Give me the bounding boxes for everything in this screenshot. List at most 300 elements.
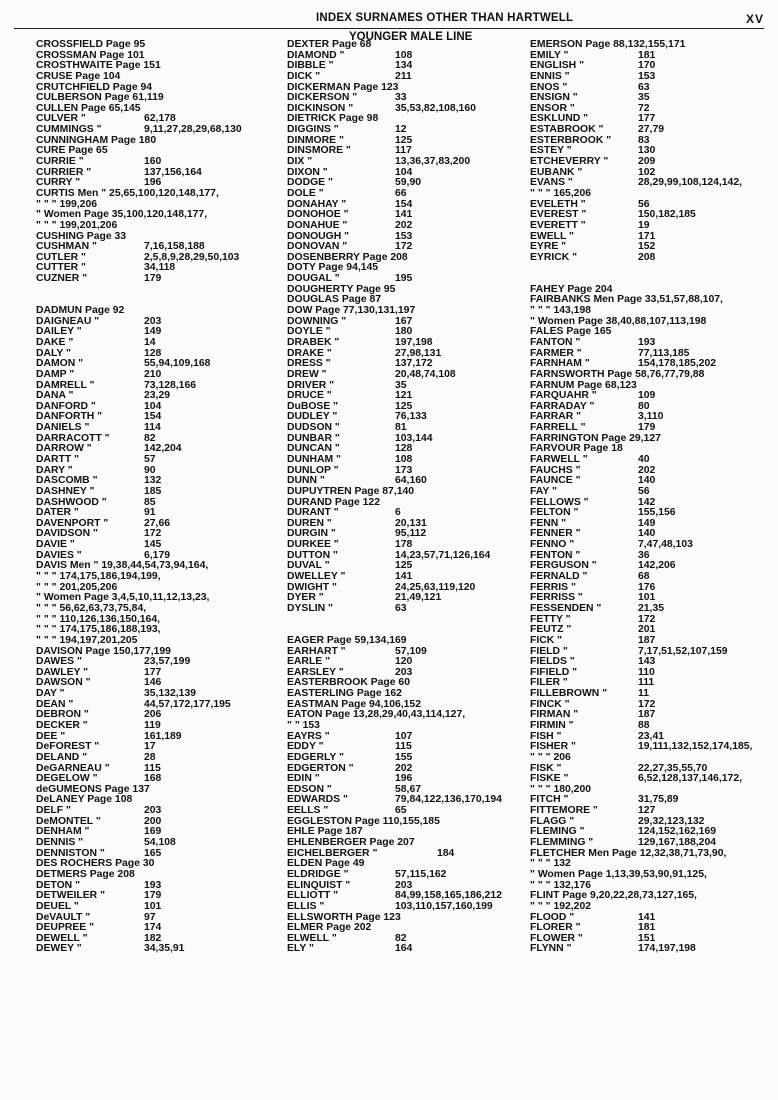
surname: CUSHMAN " bbox=[36, 241, 97, 253]
index-entry bbox=[287, 870, 547, 881]
page-references: 55,94,109,168 bbox=[144, 358, 211, 370]
surname: FIFIELD " bbox=[530, 666, 578, 678]
surname: DUNLOP " bbox=[287, 464, 339, 476]
surname: EVERETT " bbox=[530, 219, 586, 231]
surname: ESTERBROOK " bbox=[530, 134, 612, 146]
index-entry-text: CURE Page 65 bbox=[36, 145, 108, 157]
surname: DuBOSE " bbox=[287, 400, 339, 412]
surname: ESKLUND " bbox=[530, 113, 589, 125]
page-references: 161,189 bbox=[144, 730, 182, 742]
page-references: 180 bbox=[395, 326, 413, 338]
page-references: 80 bbox=[638, 400, 650, 412]
page-references: 2,5,8,9,28,29,50,103 bbox=[144, 251, 240, 263]
page-references: 17 bbox=[144, 741, 156, 753]
page-references: 83 bbox=[638, 134, 650, 146]
surname: CURRIE " bbox=[36, 156, 84, 168]
page-references: 62,178 bbox=[144, 113, 176, 125]
page-references: 146 bbox=[144, 677, 162, 689]
surname: DRUCE " bbox=[287, 390, 332, 402]
page-references: 173 bbox=[395, 464, 413, 476]
page-references: 117 bbox=[395, 145, 412, 157]
page-references: 119 bbox=[144, 720, 161, 731]
surname: ELDRIDGE " bbox=[287, 868, 349, 880]
surname: FANTON " bbox=[530, 336, 581, 348]
index-entry-text: " " " 194,197,201,205 bbox=[36, 634, 138, 646]
surname: DIGGINS " bbox=[287, 124, 339, 136]
surname: FIELDS " bbox=[530, 656, 575, 668]
page-references: 88 bbox=[638, 720, 650, 731]
surname: ELLIS " bbox=[287, 900, 325, 912]
page-references: 91 bbox=[144, 507, 156, 519]
surname: DAWLEY " bbox=[36, 666, 89, 678]
page-references: 108 bbox=[395, 453, 413, 465]
index-entry bbox=[287, 934, 547, 945]
surname: DOYLE " bbox=[287, 326, 331, 338]
surname: FINCK " bbox=[530, 698, 570, 710]
surname: FERGUSON " bbox=[530, 560, 597, 572]
surname: CUTTER " bbox=[36, 262, 86, 274]
page-references: 141 bbox=[395, 209, 413, 221]
surname: DAY " bbox=[36, 688, 65, 700]
index-entry-text: " " " 132 bbox=[530, 858, 571, 870]
page-references: 197,198 bbox=[395, 336, 433, 348]
page-references: 137,156,164 bbox=[144, 166, 202, 178]
page-references: 211 bbox=[395, 70, 412, 82]
index-entry-text: ELDEN Page 49 bbox=[287, 858, 365, 870]
page-references: 79,84,122,136,170,194 bbox=[395, 794, 502, 806]
surname: FLEMING " bbox=[530, 826, 585, 838]
page-references: 102 bbox=[638, 166, 656, 178]
page-references: 28 bbox=[144, 751, 156, 763]
surname: EDDY " bbox=[287, 741, 324, 753]
page-references: 63 bbox=[638, 81, 650, 93]
surname: EICHELBERGER " bbox=[287, 847, 378, 859]
section-gap bbox=[36, 285, 296, 296]
index-entry bbox=[287, 764, 547, 775]
page-references: 44,57,172,177,195 bbox=[144, 698, 231, 710]
index-entry bbox=[36, 944, 296, 955]
surname: DASCOMB " bbox=[36, 475, 98, 487]
index-entry bbox=[287, 710, 547, 721]
index-entry-text: CRUTCHFIELD Page 94 bbox=[36, 81, 153, 93]
index-entry-text: ELLSWORTH Page 123 bbox=[287, 911, 401, 923]
surname: DAKE " bbox=[36, 336, 74, 348]
surname: DUNHAM " bbox=[287, 453, 341, 465]
index-entry-text: FAHEY Page 204 bbox=[530, 283, 613, 295]
page-references: 57 bbox=[144, 453, 156, 465]
page-references: 35 bbox=[395, 379, 407, 391]
page-references: 73,128,166 bbox=[144, 379, 197, 391]
index-entry-text: " Women Page 3,4,5,10,11,12,13,23, bbox=[36, 592, 210, 604]
surname: DOWNING " bbox=[287, 315, 347, 327]
index-entry-text: DEXTER Page 68 bbox=[287, 39, 372, 50]
page-references: 27,98,131 bbox=[395, 347, 442, 359]
surname: FLOWER " bbox=[530, 932, 583, 944]
surname: FIELD " bbox=[530, 645, 568, 657]
page-references: 149 bbox=[638, 517, 656, 529]
page-references: 65 bbox=[395, 805, 407, 817]
page-references: 200 bbox=[144, 815, 162, 827]
page-references: 27,66 bbox=[144, 517, 171, 529]
surname: DARROW " bbox=[36, 443, 92, 455]
page-references: 155,156 bbox=[638, 507, 676, 519]
surname: FEUTZ " bbox=[530, 624, 572, 636]
page-references: 145 bbox=[144, 539, 162, 551]
page-references: 155 bbox=[395, 751, 413, 763]
surname: DODGE " bbox=[287, 177, 333, 189]
page-references: 154,178,185,202 bbox=[638, 358, 717, 370]
page-references: 134 bbox=[395, 60, 413, 72]
page-references: 177 bbox=[638, 113, 656, 125]
index-entry-text: EHLE Page 187 bbox=[287, 826, 363, 838]
page-references: 202 bbox=[395, 762, 413, 774]
surname: DANFORD " bbox=[36, 400, 96, 412]
index-entry bbox=[287, 189, 547, 200]
index-entry-text: FLETCHER Men Page 12,32,38,71,73,90, bbox=[530, 847, 727, 859]
surname: DENNISTON " bbox=[36, 847, 105, 859]
surname: FENNO " bbox=[530, 539, 575, 551]
page-references: 172 bbox=[638, 613, 656, 625]
surname: EELLS " bbox=[287, 805, 329, 817]
index-entry bbox=[287, 221, 547, 232]
index-entry bbox=[287, 370, 547, 381]
surname: EDGERTON " bbox=[287, 762, 354, 774]
page-references: 24,25,63,119,120 bbox=[395, 581, 476, 593]
page-references: 141 bbox=[395, 571, 413, 583]
page-number: XV bbox=[745, 12, 764, 26]
page-references: 121 bbox=[395, 390, 413, 402]
index-column-2 bbox=[287, 40, 547, 955]
page-references: 176 bbox=[638, 581, 656, 593]
surname: DURKEE " bbox=[287, 539, 339, 551]
surname: FENTON " bbox=[530, 549, 581, 561]
page-references: 95,112 bbox=[395, 528, 427, 540]
index-entry bbox=[530, 870, 778, 881]
page-references: 179 bbox=[144, 890, 162, 902]
surname: DICKINSON " bbox=[287, 102, 354, 114]
surname: DINMORE " bbox=[287, 134, 344, 146]
page-references: 141 bbox=[638, 911, 656, 923]
surname: DEWEY " bbox=[36, 943, 82, 955]
index-entry bbox=[530, 753, 778, 764]
page-references: 109 bbox=[638, 390, 656, 402]
index-entry-text: EHLENBERGER Page 207 bbox=[287, 837, 415, 849]
surname: ELY " bbox=[287, 943, 314, 955]
surname: DICKERSON " bbox=[287, 92, 358, 104]
page-references: 152 bbox=[638, 241, 656, 253]
surname: DUDSON " bbox=[287, 422, 340, 434]
surname: DeFOREST " bbox=[36, 741, 100, 753]
surname: DONAHAY " bbox=[287, 198, 347, 210]
page-references: 202 bbox=[395, 219, 413, 231]
surname: DURANT " bbox=[287, 507, 339, 519]
page-references: 34,35,91 bbox=[144, 943, 185, 955]
surname: DINSMORE " bbox=[287, 145, 351, 157]
index-entry-text: EAGER Page 59,134,169 bbox=[287, 634, 407, 646]
surname: EARSLEY " bbox=[287, 666, 344, 678]
page-references: 172 bbox=[144, 528, 162, 540]
page-references: 172 bbox=[395, 241, 413, 253]
page-references: 6 bbox=[395, 507, 401, 519]
surname: EYRE " bbox=[530, 241, 567, 253]
index-column-3 bbox=[530, 40, 778, 955]
page-references: 6,52,128,137,146,172, bbox=[638, 773, 743, 785]
page-references: 114 bbox=[144, 422, 161, 434]
page-references: 34,118 bbox=[144, 262, 176, 274]
surname: EDIN " bbox=[287, 773, 320, 785]
surname: DRESS " bbox=[287, 358, 331, 370]
page-references: 101 bbox=[638, 592, 656, 604]
index-entry-text: DOSENBERRY Page 208 bbox=[287, 251, 408, 263]
surname: DANFORTH " bbox=[36, 411, 103, 423]
page-references: 187 bbox=[638, 709, 656, 721]
page-references: 23,57,199 bbox=[144, 656, 191, 668]
index-entry bbox=[287, 338, 547, 349]
surname: CURRY " bbox=[36, 177, 81, 189]
surname: DeGARNEAU " bbox=[36, 762, 110, 774]
index-entry bbox=[287, 72, 547, 83]
page-references: 149 bbox=[144, 326, 162, 338]
page-references: 57,109 bbox=[395, 645, 427, 657]
page-references: 153 bbox=[395, 230, 413, 242]
page-references: 77,113,185 bbox=[638, 347, 690, 359]
surname: DAVIES " bbox=[36, 549, 82, 561]
surname: FIRMAN " bbox=[530, 709, 579, 721]
index-entry-text: " " " 165,206 bbox=[530, 187, 591, 199]
page-references: 203 bbox=[395, 879, 413, 891]
page-references: 187 bbox=[638, 634, 656, 646]
surname: DEWELL " bbox=[36, 932, 88, 944]
page-references: 14,23,57,71,126,164 bbox=[395, 549, 491, 561]
index-entry-text: DURAND Page 122 bbox=[287, 496, 380, 508]
surname: DWIGHT " bbox=[287, 581, 337, 593]
index-entry-text: " " " 56,62,63,73,75,84, bbox=[36, 602, 147, 614]
surname: DYER " bbox=[287, 592, 324, 604]
surname: DAWES " bbox=[36, 656, 82, 668]
surname: DELAND " bbox=[36, 751, 88, 763]
index-entry bbox=[530, 487, 778, 498]
surname: DEAN " bbox=[36, 698, 74, 710]
surname: FISK " bbox=[530, 762, 562, 774]
surname: FARNHAM " bbox=[530, 358, 590, 370]
surname: FISH " bbox=[530, 730, 562, 742]
surname: DIBBLE " bbox=[287, 60, 334, 72]
page-references: 171 bbox=[638, 230, 656, 242]
page-header-title: INDEX SURNAMES OTHER THAN HARTWELL bbox=[316, 12, 574, 24]
surname: DANIELS " bbox=[36, 422, 90, 434]
index-entry bbox=[287, 732, 547, 743]
page-references: 143 bbox=[638, 656, 656, 668]
section-gap bbox=[287, 615, 547, 626]
page-references: 164 bbox=[395, 943, 413, 955]
page-references: 140 bbox=[638, 475, 656, 487]
surname: FERRIS " bbox=[530, 581, 576, 593]
page-references: 63 bbox=[395, 602, 407, 614]
page-references: 127 bbox=[638, 805, 656, 817]
page-references: 36 bbox=[638, 549, 650, 561]
page-references: 202 bbox=[638, 464, 656, 476]
surname: FARRADAY " bbox=[530, 400, 595, 412]
surname: FETTY " bbox=[530, 613, 571, 625]
index-entry bbox=[36, 274, 296, 285]
index-entry bbox=[36, 72, 296, 83]
surname: DEGELOW " bbox=[36, 773, 98, 785]
surname: EARHART " bbox=[287, 645, 346, 657]
page-references: 196 bbox=[144, 177, 162, 189]
page-references: 28,29,99,108,124,142, bbox=[638, 177, 743, 189]
surname: ENSIGN " bbox=[530, 92, 578, 104]
surname: DETWEILER " bbox=[36, 890, 106, 902]
page-references: 160 bbox=[144, 156, 162, 168]
page-references: 76,133 bbox=[395, 411, 427, 423]
surname: ENSOR " bbox=[530, 102, 575, 114]
surname: FLORER " bbox=[530, 922, 581, 934]
index-entry-text: DETMERS Page 208 bbox=[36, 868, 135, 880]
page-references: 13,36,37,83,200 bbox=[395, 156, 471, 168]
index-entry-text: ELMER Page 202 bbox=[287, 922, 372, 934]
page-references: 56 bbox=[638, 485, 650, 497]
page-references: 154 bbox=[395, 198, 413, 210]
page-references: 128 bbox=[395, 443, 413, 455]
surname: DAVENPORT " bbox=[36, 517, 109, 529]
surname: DURGIN " bbox=[287, 528, 336, 540]
page-references: 167 bbox=[395, 315, 413, 327]
page-references: 185 bbox=[144, 485, 162, 497]
page-references: 97 bbox=[144, 911, 156, 923]
page-references: 3,110 bbox=[638, 411, 664, 423]
page-references: 19 bbox=[638, 219, 650, 231]
index-entry-text: FALES Page 165 bbox=[530, 326, 612, 338]
surname: CUMMINGS " bbox=[36, 124, 102, 136]
surname: EVANS " bbox=[530, 177, 573, 189]
page-references: 168 bbox=[144, 773, 162, 785]
surname: FICK " bbox=[530, 634, 563, 646]
page-references: 142,206 bbox=[638, 560, 676, 572]
page-references: 182 bbox=[144, 932, 162, 944]
index-entry bbox=[36, 870, 296, 881]
page-references: 115 bbox=[144, 762, 161, 774]
page-references: 128 bbox=[144, 347, 162, 359]
surname: FAY " bbox=[530, 485, 557, 497]
surname: FAUNCE " bbox=[530, 475, 581, 487]
page-references: 196 bbox=[395, 773, 413, 785]
page-references: 104 bbox=[144, 400, 162, 412]
index-entry-text: CROSSFIELD Page 95 bbox=[36, 39, 146, 50]
surname: DOUGAL " bbox=[287, 273, 340, 285]
index-entry bbox=[287, 61, 547, 72]
index-entry bbox=[530, 902, 778, 913]
surname: DIXON " bbox=[287, 166, 328, 178]
index-entry-text: " " " 192,202 bbox=[530, 900, 591, 912]
page-references: 140 bbox=[638, 528, 656, 540]
index-entry bbox=[530, 221, 778, 232]
page-references: 35,53,82,108,160 bbox=[395, 102, 476, 114]
page-references: 179 bbox=[638, 422, 656, 434]
surname: DUVAL " bbox=[287, 560, 330, 572]
index-entry bbox=[36, 370, 296, 381]
index-entry-text: " " " 201,205,206 bbox=[36, 581, 118, 593]
surname: EARLE " bbox=[287, 656, 331, 668]
page-references: 142 bbox=[638, 496, 656, 508]
index-entry-text: EGGLESTON Page 110,155,185 bbox=[287, 815, 440, 827]
page-references: 129,167,188,204 bbox=[638, 837, 717, 849]
page-references: 132 bbox=[144, 475, 162, 487]
surname: EVELETH " bbox=[530, 198, 586, 210]
index-entry-text: EASTERLING Page 162 bbox=[287, 688, 402, 700]
index-entry-text: DAVISON Page 150,177,199 bbox=[36, 645, 171, 657]
surname: DAMON " bbox=[36, 358, 84, 370]
page-references: 124,152,162,169 bbox=[638, 826, 717, 838]
index-entry-text: EATON Page 13,28,29,40,43,114,127, bbox=[287, 709, 466, 721]
page-references: 27,79 bbox=[638, 124, 665, 136]
surname: DETON " bbox=[36, 879, 80, 891]
index-entry-text: CUNNINGHAM Page 180 bbox=[36, 134, 157, 146]
page-references: 11 bbox=[638, 688, 649, 700]
surname: FIRMIN " bbox=[530, 720, 574, 731]
index-entry bbox=[36, 636, 296, 647]
index-entry bbox=[36, 604, 296, 615]
index-entry-text: " " " 110,126,136,150,164, bbox=[36, 613, 160, 625]
page-references: 72 bbox=[638, 102, 650, 114]
index-entry-text: FARNSWORTH Page 58,76,77,79,88 bbox=[530, 368, 705, 380]
index-entry-text: " " " 174,175,186,188,193, bbox=[36, 624, 161, 636]
index-entry-text: DOTY Page 94,145 bbox=[287, 262, 379, 274]
index-entry-text: EASTERBROOK Page 60 bbox=[287, 677, 410, 689]
page-references: 22,27,35,55,70 bbox=[638, 762, 708, 774]
page-references: 209 bbox=[638, 156, 656, 168]
section-gap bbox=[530, 263, 778, 274]
page-references: 193 bbox=[638, 336, 656, 348]
index-entry bbox=[36, 529, 296, 540]
page-references: 130 bbox=[638, 145, 656, 157]
index-entry bbox=[530, 189, 778, 200]
surname: DUREN " bbox=[287, 517, 332, 529]
surname: FLYNN " bbox=[530, 943, 572, 955]
surname: ESTABROOK " bbox=[530, 124, 604, 136]
surname: DONAHUE " bbox=[287, 219, 348, 231]
page-references: 33 bbox=[395, 92, 407, 104]
page-references: 29,32,123,132 bbox=[638, 815, 705, 827]
page-references: 174 bbox=[144, 922, 162, 934]
surname: EVEREST " bbox=[530, 209, 587, 221]
page-references: 174,197,198 bbox=[638, 943, 696, 955]
index-entry bbox=[530, 72, 778, 83]
surname: DRAKE " bbox=[287, 347, 332, 359]
index-entry bbox=[36, 753, 296, 764]
surname: DASHNEY " bbox=[36, 485, 95, 497]
surname: DUNCAN " bbox=[287, 443, 340, 455]
index-entry-text: DOUGLAS Page 87 bbox=[287, 294, 382, 306]
surname: DARTT " bbox=[36, 453, 80, 465]
surname: DAIGNEAU " bbox=[36, 315, 100, 327]
surname: EAYRS " bbox=[287, 730, 330, 742]
surname: DASHWOOD " bbox=[36, 496, 107, 508]
surname: FLEMMING " bbox=[530, 837, 594, 849]
page-references: 90 bbox=[144, 464, 156, 476]
page-references: 206 bbox=[144, 709, 162, 721]
index-entry-text: FARRINGTON Page 29,127 bbox=[530, 432, 661, 444]
index-entry-text: DIETRICK Page 98 bbox=[287, 113, 379, 125]
page-references: 21,35 bbox=[638, 602, 665, 614]
page-references: 23,41 bbox=[638, 730, 665, 742]
page-references: 142,204 bbox=[144, 443, 182, 455]
page-references: 9,11,27,28,29,68,130 bbox=[144, 124, 242, 136]
surname: FESSENDEN " bbox=[530, 602, 602, 614]
surname: DREW " bbox=[287, 368, 327, 380]
index-entry-text: " " " 132,176 bbox=[530, 879, 591, 891]
surname: DONOHOE " bbox=[287, 209, 349, 221]
page-references: 111 bbox=[638, 677, 655, 689]
